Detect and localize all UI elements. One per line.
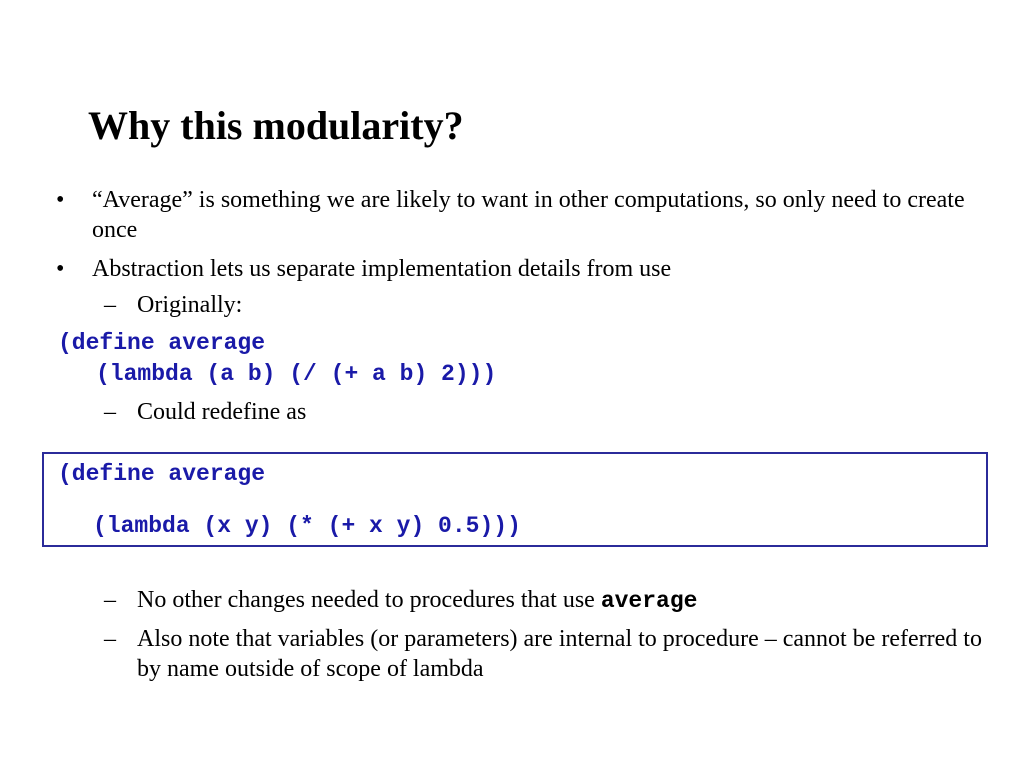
dash-mark: – bbox=[104, 626, 116, 652]
sub-bullet-no-changes bbox=[104, 585, 984, 616]
slide-title: Why this modularity? bbox=[88, 103, 464, 148]
bullet-text: “Average” is something we are likely to want in other computations, so only need to create once bbox=[92, 187, 965, 243]
sub-bullet-redefine bbox=[104, 397, 984, 427]
bullet-abstraction bbox=[56, 254, 976, 284]
sub-bullet-text bbox=[137, 585, 984, 616]
sub-bullet-plain-text: No other changes needed to procedures that use bbox=[137, 587, 601, 613]
sub-bullet-text: Could redefine as bbox=[137, 399, 307, 425]
sub-bullet-text: Also note that variables (or parameters) are internal to procedure – cannot be referred to by name outside of scope of lambda bbox=[137, 626, 982, 682]
dash-mark: – bbox=[104, 587, 116, 613]
code-original-line-2: (lambda (a b) (/ (+ a b) 2))) bbox=[96, 361, 497, 387]
dash-mark: – bbox=[104, 399, 116, 425]
inline-code-average: average bbox=[600, 588, 698, 614]
code-redefined-line-2: (lambda (x y) (* (+ x y) 0.5))) bbox=[93, 513, 521, 539]
sub-bullet-text: Originally: bbox=[137, 292, 243, 318]
bullet-average-reuse bbox=[56, 185, 976, 245]
code-original-line-1: (define average bbox=[58, 330, 266, 356]
bullet-mark: • bbox=[56, 256, 65, 282]
bullet-mark: • bbox=[56, 187, 65, 213]
bullet-text: Abstraction lets us separate implementation details from use bbox=[92, 256, 672, 282]
sub-bullet-also-note bbox=[104, 624, 984, 684]
code-redefined-line-1: (define average bbox=[58, 461, 266, 487]
sub-bullet-originally bbox=[104, 290, 984, 320]
dash-mark: – bbox=[104, 292, 116, 318]
